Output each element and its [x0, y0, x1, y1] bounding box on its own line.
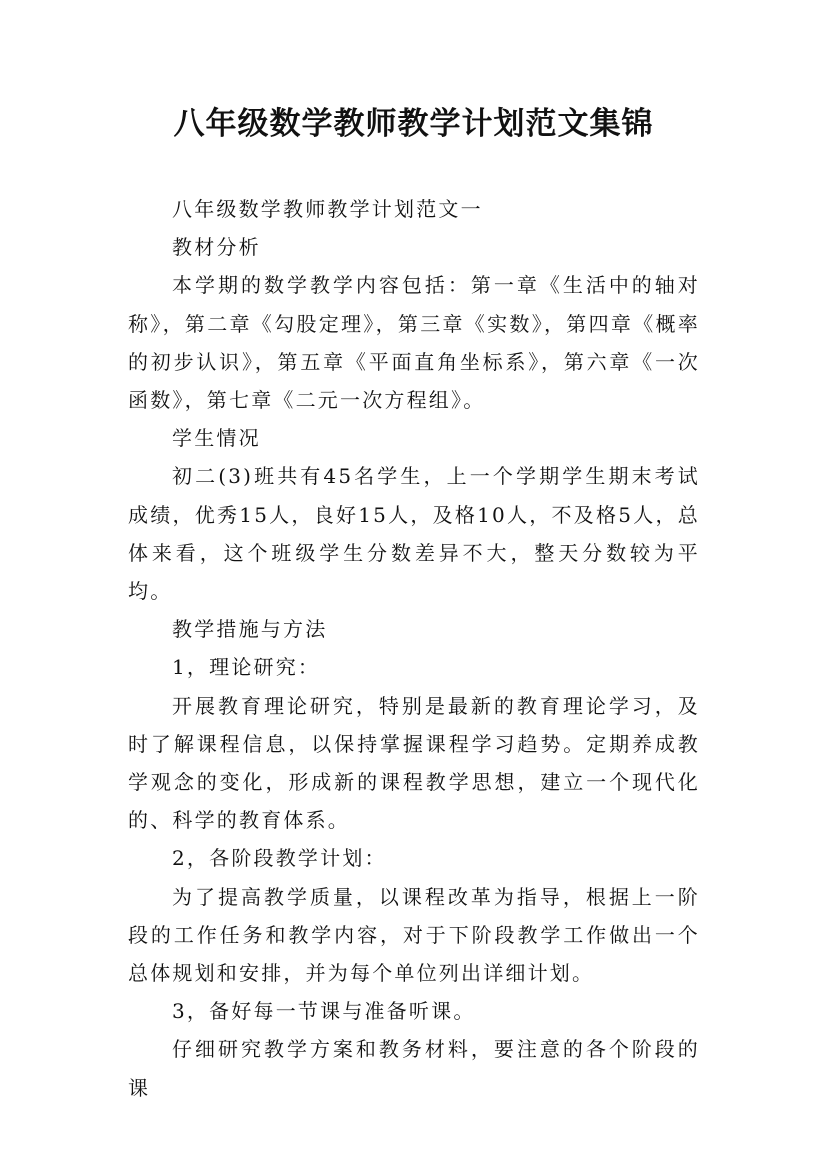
document-title: 八年级数学教师教学计划范文集锦	[173, 106, 654, 142]
document-body	[128, 190, 700, 1107]
section-heading-plan-one: 八年级数学教师教学计划范文一	[172, 197, 483, 221]
paragraph-lesson-prep: 仔细研究教学方案和教务材料，要注意的各个阶段的课	[128, 1037, 700, 1100]
paragraph-theory-research: 开展教育理论研究，特别是最新的教育理论学习，及时了解课程信息，以保持掌握课程学习趋势。定期养成教学观念的变化，形成新的课程教学思想，建立一个现代化的、科学的教育体系。	[128, 693, 700, 833]
paragraph-textbook-content: 本学期的数学教学内容包括：第一章《生活中的轴对称》，第二章《勾股定理》，第三章《实数》，第四章《概率的初步认识》，第五章《平面直角坐标系》，第六章《一次函数》，第七章《二元一次方程组》。	[128, 273, 700, 413]
section-heading-teaching-measures: 教学措施与方法	[172, 617, 328, 642]
list-item-lesson-prep: 3，备好每一节课与准备听课。	[172, 999, 476, 1024]
section-heading-textbook-analysis: 教材分析	[172, 235, 261, 260]
list-item-stage-plans: 2，各阶段教学计划：	[172, 846, 387, 871]
section-heading-student-situation: 学生情况	[172, 426, 261, 451]
paragraph-stage-plans: 为了提高教学质量，以课程改革为指导，根据上一阶段的工作任务和教学内容，对于下阶段教学工作做出一个总体规划和安排，并为每个单位列出详细计划。	[128, 884, 700, 986]
paragraph-student-situation: 初二(3)班共有45名学生，上一个学期学生期末考试成绩，优秀15人，良好15人，及格10人，不及格5人，总体来看，这个班级学生分数差异不大，整天分数较为平均。	[128, 464, 700, 604]
list-item-theory-research: 1，理论研究：	[172, 655, 321, 680]
